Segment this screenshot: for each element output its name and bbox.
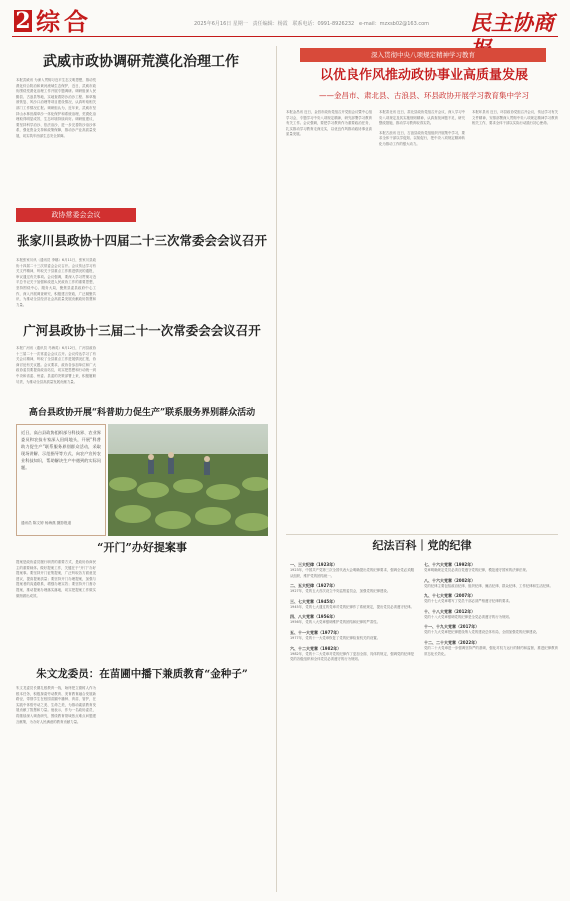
header-phone: 联系电话：0991-8926232 bbox=[292, 21, 355, 27]
baike-right-item-4: 十、十八大党章（2012年） 党的十八大党章强调党的纪律是全党必须遵守的行为规则。 bbox=[424, 608, 513, 619]
feature-title: 以优良作风推动政协事业高质量发展 bbox=[319, 68, 528, 83]
kaimen-body: 提案是政协委员履行职责的重要方式，是政协协商民主的重要载体。做好提案工作，关键在于“开门”办好提案事。要坚持开门征集提案，广泛听取各方面意见建议，提高提案质量；要坚持开门办理提案，加强与提案者的沟通联系，增强办理实效；要坚持开门督办提案，推动提案办理落实落地，切实把提案工作做实做细做出成效。 bbox=[16, 560, 96, 598]
feature-p4: 本报环县讯 近日，环县政协党组召开会议，传达学习有关文件精神，安排部署深入贯彻中央八项规定精神学习教育相关工作，要求全体干部以实际行动践行初心使命。 bbox=[472, 110, 558, 126]
baike-left-item-2: 二、五大纪律（1927年） 1927年，党的五大首次设立中央监察委员会，加强党的纪律建设。 bbox=[290, 583, 391, 594]
baike-right-col bbox=[424, 562, 558, 892]
baike-left-item-5: 五、十一大党章（1977年） 1977年，党的十一大党章恢复了党的纪律检查机关的设置。 bbox=[290, 629, 381, 640]
main-article-title: 武威市政协调研荒漠化治理工作 bbox=[43, 54, 239, 70]
header-email: e-mail：mzxsb02@163.com bbox=[359, 21, 430, 27]
feature-p3: 本报古浪讯 近日，古浪县政协党组组织开展集中学习，要求全体干部以学促知、以知促行，把中央八项规定精神转化为推动工作的强大动力。 bbox=[379, 130, 465, 146]
page-header bbox=[0, 0, 570, 46]
feature-p2: 本报肃北讯 近日，肃北县政协党组召开会议，深入学习中央八项规定及其实施细则精神，认真查找问题不足，研究整改措施，推动学习教育取得实效。 bbox=[379, 110, 465, 126]
session-banner bbox=[16, 208, 136, 222]
guanghe-body: 本报广河讯（通讯员 马海英）6月12日，广河县政协十三届二十一次常委会会议召开。会议传达学习了有关会议精神，听取了全县重点工作进展情况汇报，协商讨论有关议题。会议要求，政协各参加单位和广大政协委员要提高政治站位，切实把思想和行动统一到中央和省委、州委、县委的决策部署上来，积极履职尽责，为推动全县高质量发展贡献力量。 bbox=[16, 346, 96, 384]
guanghe-title: 广河县政协十三届二十一次常委会会议召开 bbox=[23, 323, 261, 338]
feature-body bbox=[286, 110, 558, 530]
main-article-body: 本报武威讯 为深入贯彻习近平生态文明思想，推动荒漠化综合防治和黄河流域生态保护，近日，武威市政协围绕荒漠化治理工作开展专题调研。调研组深入民勤县、古浪县等地，实地查看防沙治沙工程、林草植被恢复、风沙口治理等项目建设情况，认真听取相关部门工作情况汇报。调研组认为，近年来，武威市坚持山水林田湖草沙一体化保护和系统治理，荒漠化治理取得明显成效，生态环境持续向好。调研组建议，要坚持科学治沙、依法治沙，进一步完善防沙治沙体系，强化资金支持和政策保障，推动沙产业高质量发展，切实筑牢西部生态安全屏障。 bbox=[16, 78, 96, 138]
zhangjiachuan-body: 本报张家川讯（通讯员 李娜）6月11日，张家川县政协十四届二十三次常委会会议召开。会议传达学习有关文件精神，听取关于县重点工作推进情况的通报，审议通过有关事项。会议强调，要深入学习贯彻习近平总书记关于加强和改进人民政协工作的重要思想，坚持围绕中心、服务大局，聚焦县委县政府中心工作，深入开展调查研究，积极建言资政，广泛凝聚共识，为推动全县经济社会高质量发展贡献政协智慧和力量。 bbox=[16, 258, 96, 307]
kaimen-title: “开门”办好提案事 bbox=[97, 541, 187, 554]
page-number: 2 bbox=[15, 8, 31, 34]
photo-story-caption-box bbox=[16, 424, 106, 536]
header-date: 2025年6月16日 星期一 bbox=[194, 21, 248, 27]
feature-kicker-band bbox=[300, 48, 546, 62]
baike-title: 纪法百科｜党的纪律 bbox=[372, 539, 472, 552]
header-editor: 责任编辑：杨霞 bbox=[252, 21, 288, 27]
baike-right-item-2: 八、十六大党章（2002年） 党的纪律主要包括政治纪律、组织纪律、廉洁纪律、群众纪律、工作纪律和生活纪律。 bbox=[424, 577, 553, 588]
baike-left-item-1: 一、三大纪律（1923年） 1923年，中国共产党第三次全国代表大会明确提出党的纪律要求，强调全党必须服从组织，维护党的团结统一。 bbox=[290, 562, 414, 578]
baike-right-item-5: 十一、十九大党章（2017年） 党的十九大党章把纪律建设纳入党的建设总体布局，全面加强党的纪律建设。 bbox=[424, 624, 540, 635]
feature-kicker: 深入贯彻中央八项规定精神学习教育 bbox=[371, 51, 475, 59]
baike-right-item-1: 七、十六大党章（1992年） 党章明确规定党员必须自觉遵守党的纪律，模范遵守国家的法律法规。 bbox=[424, 562, 530, 572]
photo-story-title: 高台县政协开展“科普助力促生产”联系服务界别群众活动 bbox=[28, 408, 256, 418]
feature-subtitle: ——金昌市、肃北县、古浪县、环县政协开展学习教育集中学习 bbox=[319, 91, 529, 100]
baike-right-item-6: 十二、二十大党章（2022年） 党的二十大党章进一步强调坚持严的基调，强化对权力运行的制约和监督，推进纪律教育常态化长效化。 bbox=[424, 639, 558, 656]
feature-p1: 本报金昌讯 近日，金昌市政协党组召开党组会议暨中心组学习会，专题学习中央八项规定精神，研究部署学习教育有关工作。会议强调，要把学习教育作为重要政治任务，扎实推动学习教育走深走实，以优良作风推动政协事业高质量发展。 bbox=[286, 110, 372, 137]
baike-left-col bbox=[290, 562, 414, 892]
zhu-title: 朱文龙委员：在苗圃中播下兼质教育“金种子” bbox=[36, 668, 248, 680]
baike-right-item-3: 九、十七大党章（2007年） 党的十七大党章增写了党员干部必须严格遵守纪律的要求。 bbox=[424, 593, 513, 604]
paper-masthead: 民主协商 bbox=[470, 10, 554, 35]
header-info-line bbox=[194, 20, 429, 27]
photo-story-caption: 近日，高台县政协组织部分科技界、农业界委员和农技专家深入田间地头，开展“科普助力促生产”联系服务界别群众活动，采取现场讲解、示范指导等方式，向农户宣传农业科技知识，帮助解决生产中遇到的实际问题。 bbox=[21, 430, 101, 470]
zhangjiachuan-title: 张家川县政协十四届二十三次常委会会议召开 bbox=[16, 233, 267, 248]
zhu-body: 朱文龙委员长期扎根教育一线，始终把立德树人作为根本任务，积极探索劳动教育、美育教育融合发展新路径，带领学生在校园苗圃中播种、育苗、管护，在实践中体悟劳动之美、生命之美，为推动素质教育发展贡献了智慧和力量。他表示，作为一名政协委员，将继续深入调查研究，围绕教育领域热点难点问题建言献策，为办好人民满意的教育贡献力量。 bbox=[16, 686, 96, 724]
session-banner-label: 政协常委会会议 bbox=[51, 211, 101, 219]
photo-story-image bbox=[108, 424, 268, 536]
baike-left-item-6: 六、十二大党章（1982年） 1982年，党的十二大党章对党的纪律作了更加全面、具体的规定，强调党的纪律是党的各级组织和全体党员必须遵守的行为规则。 bbox=[290, 645, 414, 662]
baike-top-rule bbox=[286, 534, 558, 535]
baike-left-item-3: 三、七大党章（1945年） 1945年，党的七大通过的党章对党的纪律作了系统规定，提出党员必须遵守纪律。 bbox=[290, 598, 414, 609]
header-rule bbox=[12, 36, 558, 37]
baike-left-item-4: 四、八大党章（1956年） 1956年，党的八大党章强调维护党的团结和纪律的严肃性。 bbox=[290, 614, 381, 625]
photo-story-credit: 通讯员 陈文婷 杨海燕 摄影报道 bbox=[21, 521, 72, 525]
center-divider bbox=[276, 46, 277, 892]
section-label: 综合 bbox=[36, 7, 92, 36]
